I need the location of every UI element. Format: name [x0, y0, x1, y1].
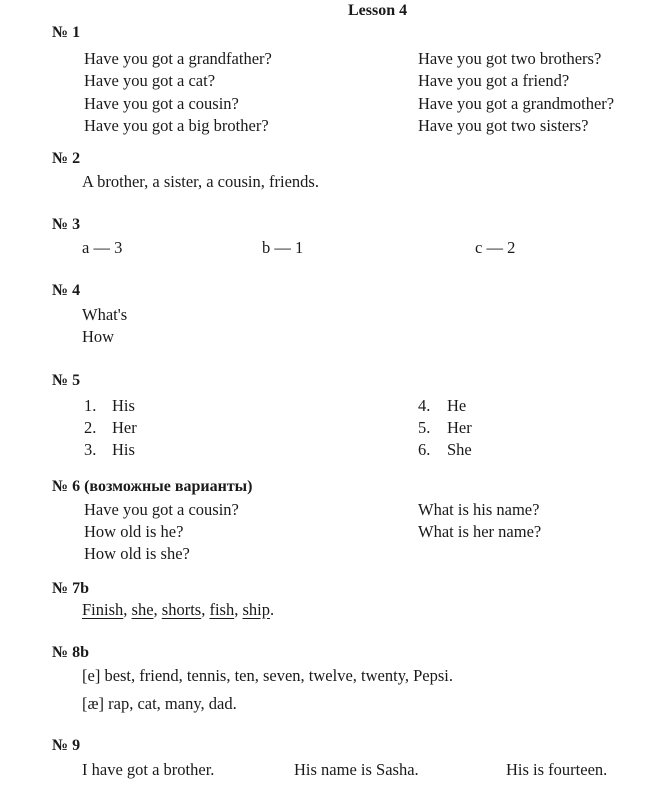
list-item: 4. He: [418, 396, 467, 415]
section-6-label: № 6 (возможные варианты): [52, 478, 253, 495]
section-7b-words: Finish, she, shorts, fish, ship.: [82, 600, 275, 619]
list-item: Have you got a friend?: [418, 71, 570, 91]
section-2-text: A brother, a sister, a cousin, friends.: [82, 172, 319, 191]
match-item: a — 3: [82, 238, 123, 257]
section-6-left-list: [84, 499, 239, 565]
section-2-label: № 2: [52, 150, 81, 167]
section-3-label: № 3: [52, 216, 81, 233]
match-item: b — 1: [262, 238, 304, 257]
list-item: How: [82, 327, 115, 346]
section-1-label: № 1: [52, 24, 81, 41]
list-item: Have you got two brothers?: [418, 49, 602, 68]
list-item: Have you got a cat?: [84, 71, 216, 91]
section-5-right-list: [418, 395, 472, 461]
underlined-word: she: [131, 600, 154, 619]
underlined-word: shorts: [161, 600, 202, 619]
underlined-word: ship: [242, 600, 270, 619]
section-5-left-list: [84, 395, 137, 461]
list-item: Have you got a grandmother?: [418, 93, 615, 113]
underlined-word: fish: [209, 600, 235, 619]
section-8b-line: [e] best, friend, tennis, ten, seven, twelve, twenty, Pepsi.: [82, 666, 454, 685]
section-4-label: № 4: [52, 282, 81, 299]
section-7b-label: № 7b: [52, 580, 89, 597]
section-9-label: № 9: [52, 737, 81, 754]
list-item: What is her name?: [418, 522, 542, 541]
section-6-right-list: [418, 499, 541, 543]
list-item: 2. Her: [84, 418, 137, 437]
section-8b-line: [æ] rap, cat, many, dad.: [82, 694, 237, 713]
section-1-left-list: [84, 48, 272, 137]
list-item: How old is he?: [84, 522, 184, 541]
list-item: 5. Her: [418, 418, 472, 437]
section-4-lines: [82, 304, 127, 348]
list-item: Have you got a cousin?: [84, 93, 239, 113]
section-9-item: His name is Sasha.: [294, 760, 419, 779]
list-item: Have you got a big brother?: [84, 115, 269, 135]
section-5-label: № 5: [52, 372, 81, 389]
list-item: 3. His: [84, 440, 135, 459]
list-item: How old is she?: [84, 544, 190, 563]
list-item: 1. His: [84, 396, 135, 415]
underlined-word: Finish: [82, 600, 124, 619]
page-title: Lesson 4: [348, 2, 408, 19]
section-1-right-list: [418, 48, 614, 137]
list-item: What is his name?: [418, 500, 540, 519]
section-8b-label: № 8b: [52, 644, 89, 661]
section-9-item: I have got a brother.: [82, 760, 215, 779]
list-item: What's: [82, 305, 128, 324]
list-item: Have you got a cousin?: [84, 500, 239, 519]
section-9-item: His is fourteen.: [506, 760, 608, 779]
list-item: 6. She: [418, 440, 472, 459]
list-item: Have you got a grandfather?: [84, 49, 272, 68]
match-item: c — 2: [475, 238, 516, 257]
list-item: Have you got two sisters?: [418, 115, 589, 135]
